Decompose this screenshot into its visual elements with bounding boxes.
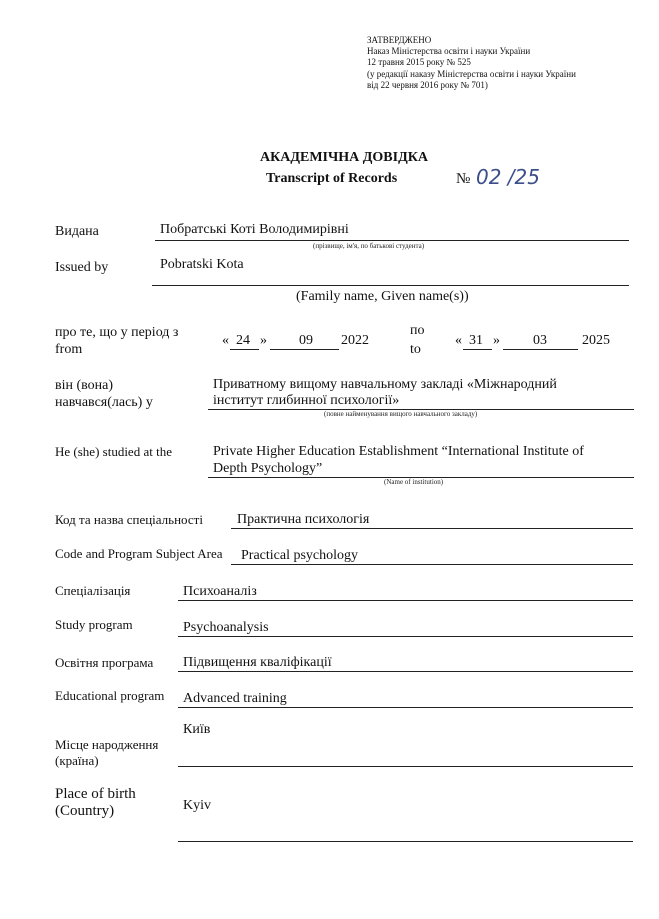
birthplace-label-en-1: Place of birth bbox=[55, 786, 136, 802]
underline bbox=[155, 240, 629, 241]
approval-line-3: (у редакції наказу Міністерства освіти і науки України bbox=[367, 69, 576, 79]
from-quote-close: » bbox=[260, 333, 267, 348]
number-label: № bbox=[456, 171, 471, 187]
specialization-value-uk: Психоаналіз bbox=[183, 584, 257, 599]
underline bbox=[231, 564, 633, 565]
from-year: 2022 bbox=[341, 333, 369, 348]
approval-line-2: 12 травня 2015 року № 525 bbox=[367, 57, 471, 67]
edu-program-label-uk: Освітня програма bbox=[55, 655, 154, 670]
to-year: 2025 bbox=[582, 333, 610, 348]
institution-en-line-1: Private Higher Education Establishment “International Institute of bbox=[213, 444, 584, 459]
period-label-en: from bbox=[55, 342, 83, 357]
approval-title: ЗАТВЕРДЖЕНО bbox=[367, 35, 432, 45]
birthplace-label-en-2: (Country) bbox=[55, 803, 115, 819]
underline bbox=[178, 766, 633, 767]
institution-uk-line-1: Приватному вищому навчальному закладі «Міжнародний bbox=[213, 377, 557, 392]
edu-program-value-uk: Підвищення кваліфікації bbox=[183, 655, 332, 670]
birthplace-value-uk: Київ bbox=[183, 722, 211, 737]
underline bbox=[230, 349, 259, 350]
period-to-uk: по bbox=[410, 323, 425, 338]
period-to-en: to bbox=[410, 342, 421, 357]
from-quote-open: « bbox=[222, 333, 229, 348]
student-name-en: Pobratski Kota bbox=[160, 257, 244, 272]
specialty-value-uk: Практична психологія bbox=[237, 512, 370, 527]
underline bbox=[152, 285, 629, 286]
student-name-note-en: (Family name, Given name(s)) bbox=[296, 289, 469, 304]
underline bbox=[178, 671, 633, 672]
institution-note-uk: (повне найменування вищого навчального закладу) bbox=[324, 410, 478, 418]
institution-en-line-2: Depth Psychology” bbox=[213, 461, 323, 476]
studied-label-en: He (she) studied at the bbox=[55, 444, 172, 459]
underline bbox=[178, 636, 633, 637]
underline bbox=[503, 349, 578, 350]
period-label-uk: про те, що у період з bbox=[55, 325, 179, 340]
underline bbox=[231, 528, 633, 529]
specialty-label-uk: Код та назва спеціальності bbox=[55, 512, 203, 527]
document-title-uk: АКАДЕМІЧНА ДОВІДКА bbox=[260, 150, 428, 165]
underline bbox=[178, 707, 633, 708]
specialty-label-en: Code and Program Subject Area bbox=[55, 546, 223, 561]
to-month: 03 bbox=[533, 333, 547, 348]
underline bbox=[178, 600, 633, 601]
to-quote-open: « bbox=[455, 333, 462, 348]
specialty-value-en: Practical psychology bbox=[241, 548, 359, 563]
document-title-en: Transcript of Records bbox=[266, 171, 398, 186]
underline bbox=[178, 841, 633, 842]
underline bbox=[270, 349, 339, 350]
approval-line-1: Наказ Міністерства освіти і науки України bbox=[367, 46, 531, 56]
birthplace-value-en: Kyiv bbox=[183, 798, 211, 813]
edu-program-value-en: Advanced training bbox=[183, 691, 287, 706]
issued-label-en: Issued by bbox=[55, 260, 109, 275]
institution-uk-line-2: інститут глибинної психології» bbox=[213, 393, 400, 408]
edu-program-label-en: Educational program bbox=[55, 688, 165, 703]
study-program-value: Psychoanalysis bbox=[183, 620, 269, 635]
specialization-label-uk: Спеціалізація bbox=[55, 583, 131, 598]
student-name-note-uk: (прізвище, ім'я, по батькові студента) bbox=[313, 242, 425, 250]
institution-note-en: (Name of institution) bbox=[384, 478, 444, 486]
birthplace-label-uk-1: Місце народження bbox=[55, 737, 159, 752]
from-month: 09 bbox=[299, 333, 313, 348]
record-number: 02 /25 bbox=[476, 165, 540, 189]
studied-label-uk-2: навчався(лась) у bbox=[55, 395, 153, 410]
approval-line-4: від 22 червня 2016 року № 701) bbox=[367, 80, 488, 90]
birthplace-label-uk-2: (країна) bbox=[55, 753, 99, 768]
issued-label-uk: Видана bbox=[55, 224, 99, 239]
underline bbox=[463, 349, 492, 350]
from-day: 24 bbox=[236, 333, 250, 348]
study-program-label: Study program bbox=[55, 617, 133, 632]
to-quote-close: » bbox=[493, 333, 500, 348]
to-day: 31 bbox=[469, 333, 483, 348]
student-name-uk: Побратські Коті Володимирівні bbox=[160, 222, 349, 237]
studied-label-uk-1: він (вона) bbox=[55, 378, 114, 393]
